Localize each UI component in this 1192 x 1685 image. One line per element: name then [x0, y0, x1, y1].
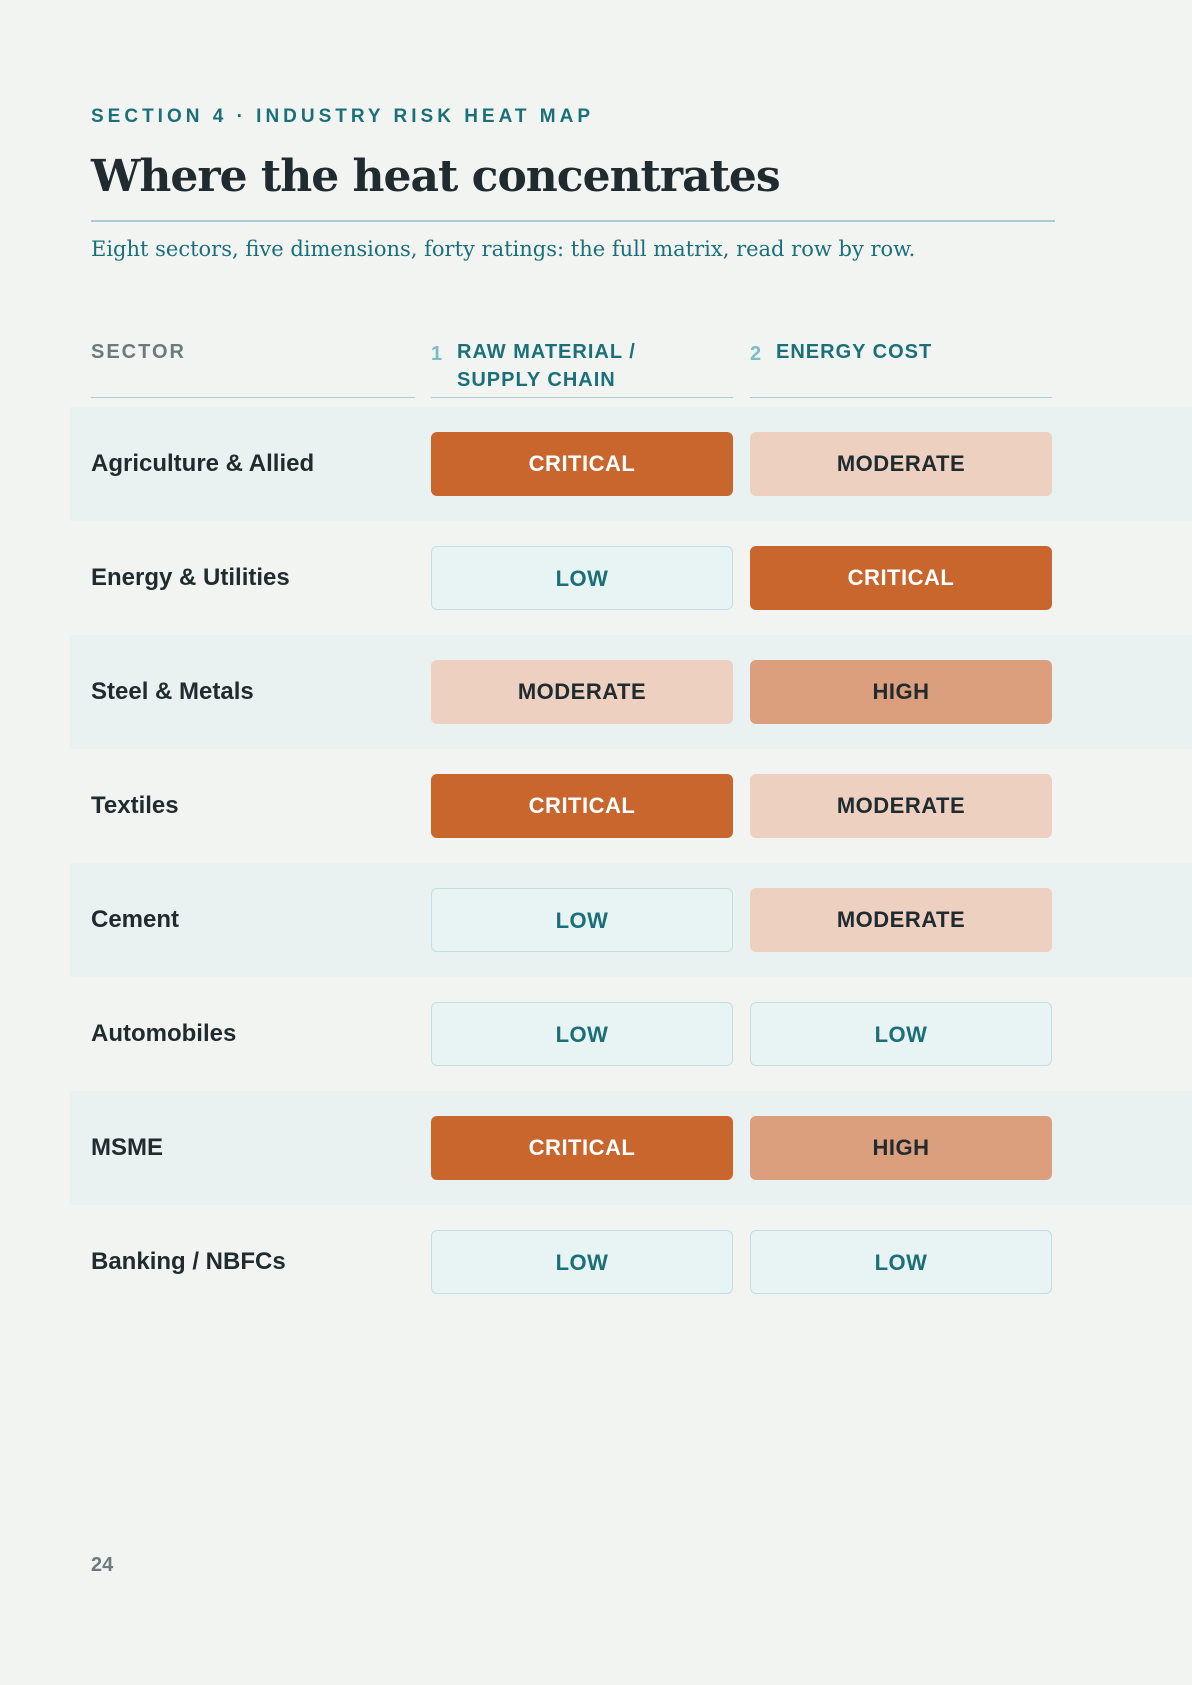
- rating-cell: CRITICAL: [750, 546, 1052, 610]
- rating-cell: MODERATE: [750, 888, 1052, 952]
- page-number: 24: [91, 1554, 114, 1576]
- rating-cell: HIGH: [750, 660, 1052, 724]
- rating-cell: LOW: [750, 1002, 1052, 1066]
- section-eyebrow: SECTION 4 · INDUSTRY RISK HEAT MAP: [91, 106, 595, 127]
- rating-cell: MODERATE: [750, 432, 1052, 496]
- table-row: [70, 977, 1192, 1091]
- column-label-line: RAW MATERIAL /: [457, 341, 636, 363]
- column-number: 1: [431, 343, 444, 365]
- rating-cell: LOW: [431, 1002, 733, 1066]
- rating-cell: LOW: [431, 888, 733, 952]
- page-subtitle: Eight sectors, five dimensions, forty ratings: the full matrix, read row by row.: [91, 237, 916, 261]
- column-label: ENERGY COST: [776, 341, 933, 363]
- sector-name: Energy & Utilities: [91, 564, 290, 591]
- table-row: [70, 521, 1192, 635]
- page-title: Where the heat concentrates: [91, 151, 780, 202]
- column-label: [457, 338, 636, 394]
- title-divider: [91, 220, 1055, 222]
- header-rule-sector: [91, 397, 415, 398]
- table-row: [70, 1205, 1192, 1319]
- table-row: [70, 1091, 1192, 1205]
- rating-cell: CRITICAL: [431, 1116, 733, 1180]
- rating-cell: LOW: [750, 1230, 1052, 1294]
- column-label-line: SUPPLY CHAIN: [457, 369, 616, 391]
- table-row: [70, 749, 1192, 863]
- sector-name: Agriculture & Allied: [91, 450, 315, 477]
- header-rule-energy-cost: [750, 397, 1052, 398]
- rating-cell: LOW: [431, 1230, 733, 1294]
- rating-cell: CRITICAL: [431, 432, 733, 496]
- column-header-sector: SECTOR: [91, 341, 186, 363]
- rating-cell: CRITICAL: [431, 774, 733, 838]
- sector-name: Textiles: [91, 792, 179, 819]
- table-row: [70, 635, 1192, 749]
- column-number: 2: [750, 343, 763, 365]
- rating-cell: LOW: [431, 546, 733, 610]
- sector-name: Automobiles: [91, 1020, 237, 1047]
- sector-name: Steel & Metals: [91, 678, 254, 705]
- rating-cell: MODERATE: [750, 774, 1052, 838]
- table-row: [70, 863, 1192, 977]
- header-rule-raw-material: [431, 397, 733, 398]
- table-row: [70, 407, 1192, 521]
- rating-cell: HIGH: [750, 1116, 1052, 1180]
- sector-name: Cement: [91, 906, 180, 933]
- sector-name: MSME: [91, 1134, 163, 1161]
- rating-cell: MODERATE: [431, 660, 733, 724]
- sector-name: Banking / NBFCs: [91, 1248, 286, 1275]
